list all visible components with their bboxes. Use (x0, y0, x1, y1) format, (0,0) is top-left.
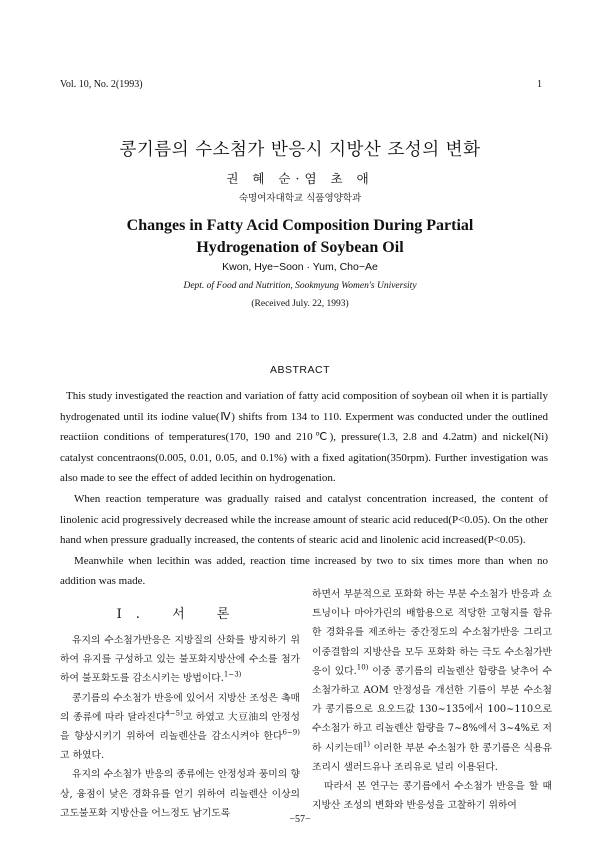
intro-paragraph-1 (60, 631, 300, 689)
intro-p2-text-b: 고 하였고 大豆油의 안정성을 향상시키기 위하여 리놀렌산을 감소시켜야 한다 (60, 711, 301, 743)
abstract-paragraph-2: When reaction temperature was gradually raised and catalyst concentration increased, the content of linolenic acid progressively decreased while the increase amount of stearic acid reduced(P<0.05). On the other hand when pressure gradually increased, the contents of stearic acid and linolenic acid increased(P<0.05). (60, 492, 548, 547)
english-title-line-2: Hydrogenation of Soybean Oil (196, 239, 404, 256)
citation-ref: 1−3) (223, 671, 242, 680)
running-head-page-number: 1 (537, 79, 542, 90)
intro-p2-text-c: 고 하였다. (60, 750, 105, 762)
abstract-body (60, 386, 548, 592)
abstract-paragraph-1: This study investigated the reaction and variation of fatty acid composition of soybean oil when it is partially hydrogenated until its iodine value(Ⅳ) shifts from 134 to 110. Experment was conducted under the outlined reactiion conditions of temperatures(170, 190 and 210℃), pressure(1.3, 2.8 and 4.2atm) and nickel(Ni) catalyst concentraons(0.005, 0.01, 0.05, and 0.1%) with a fixed agitation(350rpm). Further investigation was also made to see the effect of added lecithin on hydrogenation. (60, 390, 548, 485)
intro-paragraph-2 (60, 689, 300, 766)
korean-affiliation: 숙명여자대학교 식품영양학과 (238, 193, 362, 204)
citation-ref: 6−9) (282, 728, 300, 737)
intro-p1-text: 유지의 수소첨가반응은 지방질의 산화를 방지하기 위하여 유지를 구성하고 있는 불포화지방산에 수소를 첨가하여 불포화도를 감소시키는 방법이다. (60, 635, 300, 685)
intro-r1-text-a: 하면서 부분적으로 포화화 하는 부분 수소첨가 반응과 쇼트닝이나 마아가린의 배합용으로 적당한 고형지를 함유한 경화유를 제조하는 중간정도의 수소첨가반응 그리고 이중결합의 지방산을 모두 포화화 하는 극도 수소첨가반응이 있다. (312, 589, 552, 677)
english-affiliation: Dept. of Food and Nutrition, Sookmyung Women's University (183, 281, 417, 291)
intro-paragraph-4: 따라서 본 연구는 콩기름에서 수소첨가 반응을 할 때 지방산 조성의 변화와 반응성을 고찰하기 위하여 (312, 781, 552, 812)
korean-authors: 권 혜 순·염 초 애 (226, 171, 374, 186)
english-title-line-1: Changes in Fatty Acid Composition During Partial (126, 217, 474, 234)
section-heading-introduction: Ⅰ. 서 론 (116, 607, 244, 622)
intro-r1-text-b: 이중 콩기름의 리놀렌산 함량을 낮추어 수소첨가하고 AOM 안정성을 개선한 기름이 부분 수소첨가 콩기름으로 요오드값 130∼135에서 100∼110으로 수소첨가 하고 리놀렌산 함량을 7∼8%에서 3∼4%로 저하 시키는데 (312, 665, 552, 754)
intro-paragraph-3-continued (312, 585, 552, 777)
intro-r1-text-c: 이러한 부분 수소첨가 한 콩기름은 식용유 조리시 샐러드유나 조리유로 널리 이용된다. (312, 742, 552, 773)
running-head-volume: Vol. 10, No. 2(1993) (60, 79, 143, 90)
left-column (60, 631, 300, 823)
intro-p2-text-a: 콩기름의 수소첨가 반응에 있어서 지방산 조성은 촉매의 종류에 따라 달라진다 (60, 692, 300, 723)
english-authors: Kwon, Hye−Soon · Yum, Cho−Ae (222, 261, 378, 273)
abstract-heading: ABSTRACT (269, 364, 330, 376)
citation-ref: 4−5) (165, 709, 183, 718)
received-date: (Received July. 22, 1993) (251, 299, 349, 309)
citation-ref: 1) (362, 740, 371, 749)
abstract-paragraph-3: Meanwhile when lecithin was added, reaction time increased by two to six times more than when no addition was made. (60, 554, 548, 588)
right-column (312, 585, 552, 815)
intro-paragraph-3: 유지의 수소첨가 반응의 종류에는 안정성과 풍미의 향상, 융점이 낮은 경화유를 얻기 위하여 리놀렌산 이상의 고도불포화 지방산을 어느정도 남기도록 (60, 769, 300, 819)
english-title (0, 215, 600, 259)
citation-ref: 10) (356, 663, 369, 672)
page-folio: −57− (289, 814, 311, 825)
korean-title: 콩기름의 수소첨가 반응시 지방산 조성의 변화 (119, 140, 481, 160)
